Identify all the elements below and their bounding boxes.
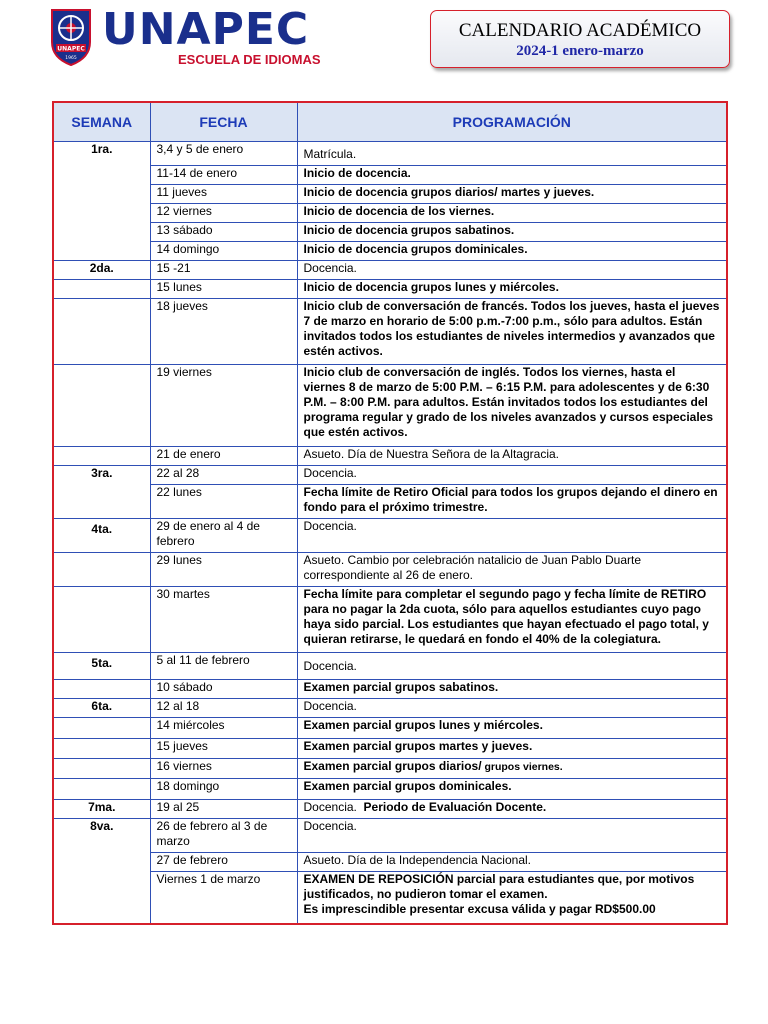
table-row [53, 185, 727, 204]
table-row [53, 242, 727, 261]
program-cell: Docencia. [297, 466, 727, 485]
calendar-table [52, 101, 728, 925]
table-row [53, 553, 727, 587]
table-row [53, 365, 727, 447]
program-cell: Fecha límite de Retiro Oficial para todos los grupos dejando el dinero en fondo para el próximo trimestre. [297, 485, 727, 519]
date-cell: 30 martes [150, 587, 297, 653]
date-cell: 14 domingo [150, 242, 297, 261]
date-cell: 18 domingo [150, 779, 297, 800]
date-cell: 27 de febrero [150, 853, 297, 872]
table-row [53, 680, 727, 699]
empty-cell [53, 365, 150, 447]
table-row [53, 699, 727, 718]
header-semana: SEMANA [53, 102, 150, 142]
brand-name: UNAPEC [102, 4, 310, 55]
table-row [53, 872, 727, 924]
program-cell: Examen parcial grupos sabatinos. [297, 680, 727, 699]
date-cell: Viernes 1 de marzo [150, 872, 297, 924]
table-row [53, 759, 727, 779]
empty-cell [53, 680, 150, 699]
week-label: 8va. [53, 819, 150, 924]
program-text: Examen parcial grupos diarios/ [303, 759, 482, 773]
program-cell: Inicio de docencia grupos dominicales. [297, 242, 727, 261]
date-cell: 10 sábado [150, 680, 297, 699]
page-title: CALENDARIO ACADÉMICO [458, 20, 702, 41]
date-cell: 26 de febrero al 3 de marzo [150, 819, 297, 853]
empty-cell [53, 553, 150, 587]
unapec-seal-icon [48, 8, 94, 66]
seal-text: UNAPEC [57, 45, 85, 53]
program-cell: Asueto. Día de Nuestra Señora de la Altagracia. [297, 447, 727, 466]
date-cell: 12 viernes [150, 204, 297, 223]
table-row [53, 519, 727, 553]
program-cell: Examen parcial grupos dominicales. [297, 779, 727, 800]
program-cell: Docencia. [297, 653, 727, 680]
program-text: Docencia. [303, 800, 357, 814]
date-cell: 11-14 de enero [150, 166, 297, 185]
table-row [53, 299, 727, 365]
date-cell: 5 al 11 de febrero [150, 653, 297, 680]
date-cell: 14 miércoles [150, 718, 297, 739]
week-label: 2da. [53, 261, 150, 280]
program-cell: Inicio club de conversación de francés. Todos los jueves, hasta el jueves 7 de marzo en horario de 5:00 p.m.-7:00 p.m., sólo para adultos. Están invitados todos los estudiantes de niveles intermedios y avanzados que estén activos. [297, 299, 727, 365]
date-cell: 29 de enero al 4 de febrero [150, 519, 297, 553]
program-cell: Inicio de docencia. [297, 166, 727, 185]
program-text: EXAMEN DE REPOSICIÓN parcial para estudiantes que, por motivos justificados, no pudieron tomar el examen. [303, 872, 695, 901]
date-cell: 12 al 18 [150, 699, 297, 718]
week-label: 3ra. [53, 466, 150, 519]
date-cell: 19 viernes [150, 365, 297, 447]
date-cell: 19 al 25 [150, 800, 297, 819]
program-cell: Inicio de docencia grupos diarios/ martes y jueves. [297, 185, 727, 204]
program-cell: Inicio de docencia grupos sabatinos. [297, 223, 727, 242]
date-cell: 29 lunes [150, 553, 297, 587]
week-label: 4ta. [53, 519, 150, 553]
table-row [53, 485, 727, 519]
empty-cell [53, 299, 150, 365]
program-text-2: Es imprescindible presentar excusa válida y pagar RD$500.00 [303, 902, 656, 916]
program-cell [297, 872, 727, 924]
empty-cell [53, 280, 150, 299]
header-programacion: PROGRAMACIÓN [297, 102, 727, 142]
table-row [53, 204, 727, 223]
week-label: 7ma. [53, 800, 150, 819]
empty-cell [53, 587, 150, 653]
program-cell: Inicio de docencia de los viernes. [297, 204, 727, 223]
table-row [53, 466, 727, 485]
empty-cell [53, 447, 150, 466]
program-cell: Docencia. [297, 519, 727, 553]
table-row [53, 587, 727, 653]
date-cell: 22 al 28 [150, 466, 297, 485]
header-fecha: FECHA [150, 102, 297, 142]
program-cell: Inicio de docencia grupos lunes y miércoles. [297, 280, 727, 299]
program-cell: Asueto. Cambio por celebración natalicio de Juan Pablo Duarte correspondiente al 26 de enero. [297, 553, 727, 587]
table-row [53, 261, 727, 280]
date-cell: 15 -21 [150, 261, 297, 280]
table-row [53, 819, 727, 853]
table-header-row [53, 102, 727, 142]
table-row [53, 142, 727, 166]
title-box [430, 10, 730, 68]
program-text-bold: Periodo de Evaluación Docente. [356, 800, 547, 814]
table-row [53, 853, 727, 872]
school-name: ESCUELA DE IDIOMAS [178, 52, 321, 67]
date-cell: 21 de enero [150, 447, 297, 466]
table-row [53, 779, 727, 800]
week-label: 6ta. [53, 699, 150, 718]
unapec-logo [48, 4, 321, 70]
date-cell: 16 viernes [150, 759, 297, 779]
seal-year: 1965 [65, 56, 77, 61]
program-cell: Inicio club de conversación de inglés. Todos los viernes, hasta el viernes 8 de marzo de 5:00 P.M. – 6:15 P.M. para adolescentes y de 6:30 P.M. – 8:00 P.M. para adultos. Están invitados todos los estudiantes del programa regular y grado de los niveles avanzados y cursos especiales que estén activos. [297, 365, 727, 447]
empty-cell [53, 759, 150, 779]
date-cell: 18 jueves [150, 299, 297, 365]
program-text-small: grupos viernes. [481, 761, 563, 773]
week-label: 1ra. [53, 142, 150, 261]
date-cell: 15 jueves [150, 739, 297, 759]
program-cell: Docencia. [297, 819, 727, 853]
date-cell: 3,4 y 5 de enero [150, 142, 297, 166]
program-cell: Asueto. Día de la Independencia Nacional. [297, 853, 727, 872]
program-cell: Fecha límite para completar el segundo pago y fecha límite de RETIRO para no pagar la 2da cuota, sólo para aquellos estudiantes cuyo pago haya sido parcial. Los estudiantes que hayan efectuado el pago total, y quieran retirarse, le quedará en fondo el 40% de la colegiatura. [297, 587, 727, 653]
week-label: 5ta. [53, 653, 150, 680]
table-row [53, 166, 727, 185]
empty-cell [53, 779, 150, 800]
table-row [53, 739, 727, 759]
date-cell: 15 lunes [150, 280, 297, 299]
date-cell: 11 jueves [150, 185, 297, 204]
program-cell [297, 759, 727, 779]
date-cell: 13 sábado [150, 223, 297, 242]
date-cell: 22 lunes [150, 485, 297, 519]
table-row [53, 718, 727, 739]
program-cell: Docencia. [297, 261, 727, 280]
table-row [53, 280, 727, 299]
table-row [53, 653, 727, 680]
table-row [53, 223, 727, 242]
program-cell: Docencia. [297, 699, 727, 718]
program-cell: Examen parcial grupos martes y jueves. [297, 739, 727, 759]
empty-cell [53, 739, 150, 759]
table-row [53, 447, 727, 466]
program-cell [297, 800, 727, 819]
empty-cell [53, 718, 150, 739]
program-cell: Examen parcial grupos lunes y miércoles. [297, 718, 727, 739]
table-row [53, 800, 727, 819]
page-subtitle: 2024-1 enero-marzo [516, 43, 644, 59]
program-cell: Matrícula. [297, 142, 727, 166]
